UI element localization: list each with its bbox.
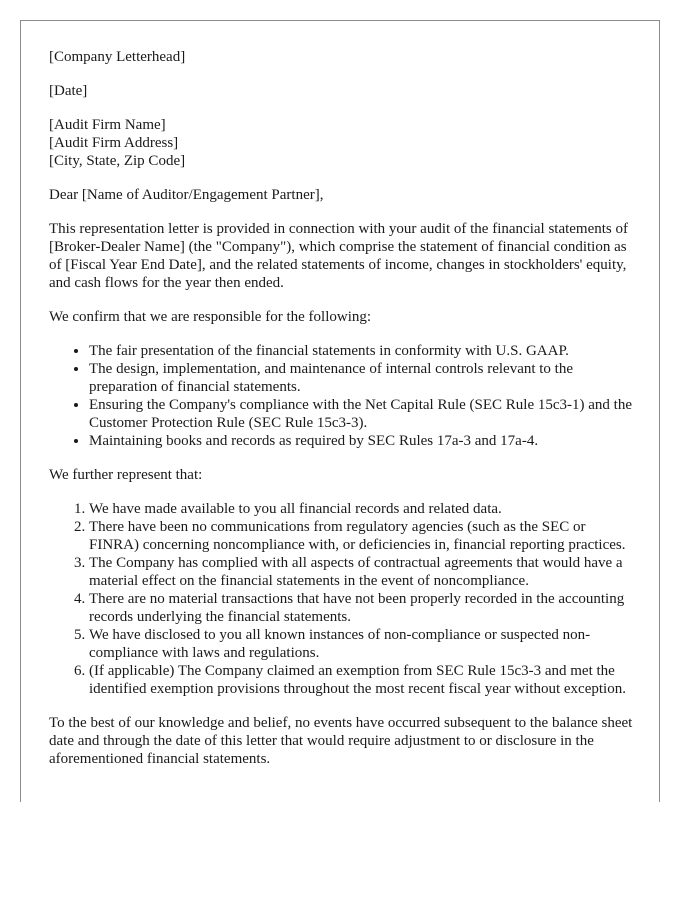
list-item: 6. (If applicable) The Company claimed an exemption from SEC Rule 15c3-3 and met the identified exemption provisions throughout the most recent fiscal year without exception. bbox=[89, 662, 634, 698]
list-item: 3. The Company has complied with all aspects of contractual agreements that would have a material effect on the financial statements in the event of noncompliance. bbox=[89, 554, 634, 590]
list-item: • The fair presentation of the financial statements in conformity with U.S. GAAP. bbox=[89, 342, 634, 360]
responsibility-intro: We confirm that we are responsible for the following: bbox=[49, 309, 372, 325]
list-item: • Maintaining books and records as required by SEC Rules 17a-3 and 17a-4. bbox=[89, 432, 634, 450]
responsibility-list bbox=[49, 342, 634, 450]
list-item: • The design, implementation, and maintenance of internal controls relevant to the preparation of financial statements. bbox=[89, 360, 634, 396]
salutation: Dear [Name of Auditor/Engagement Partner], bbox=[49, 187, 324, 203]
list-item: 4. There are no material transactions that have not been properly recorded in the accounting records underlying the financial statements. bbox=[89, 590, 634, 626]
further-represent-intro: We further represent that: bbox=[49, 467, 203, 483]
representation-list bbox=[49, 500, 634, 698]
letter-body bbox=[49, 48, 634, 784]
letterhead: [Company Letterhead] bbox=[49, 49, 186, 65]
closing-paragraph: To the best of our knowledge and belief, no events have occurred subsequent to the balance sheet date and through the date of this letter that would require adjustment to or disclosure in the aforementioned financial statements. bbox=[49, 715, 633, 767]
list-item: 1. We have made available to you all financial records and related data. bbox=[89, 500, 634, 518]
recipient-address bbox=[49, 116, 634, 170]
intro-paragraph: This representation letter is provided in connection with your audit of the financial statements of [Broker-Dealer Name] (the "Company"), which comprise the statement of financial condition as of [Fiscal Year End Date], and the related statements of income, changes in stockholders' equity, and cash flows for the year then ended. bbox=[49, 221, 629, 291]
list-item: • Ensuring the Company's compliance with the Net Capital Rule (SEC Rule 15c3-1) and the Customer Protection Rule (SEC Rule 15c3-3). bbox=[89, 396, 634, 432]
letter-page bbox=[20, 20, 660, 802]
letter-date: [Date] bbox=[49, 83, 88, 99]
list-item: 5. We have disclosed to you all known instances of non-compliance or suspected non-compliance with laws and regulations. bbox=[89, 626, 634, 662]
audit-firm-address: [Audit Firm Address] bbox=[49, 135, 179, 151]
audit-firm-city-state-zip: [City, State, Zip Code] bbox=[49, 153, 186, 169]
audit-firm-name: [Audit Firm Name] bbox=[49, 117, 166, 133]
list-item: 2. There have been no communications from regulatory agencies (such as the SEC or FINRA) concerning noncompliance with, or deficiencies in, financial reporting practices. bbox=[89, 518, 634, 554]
